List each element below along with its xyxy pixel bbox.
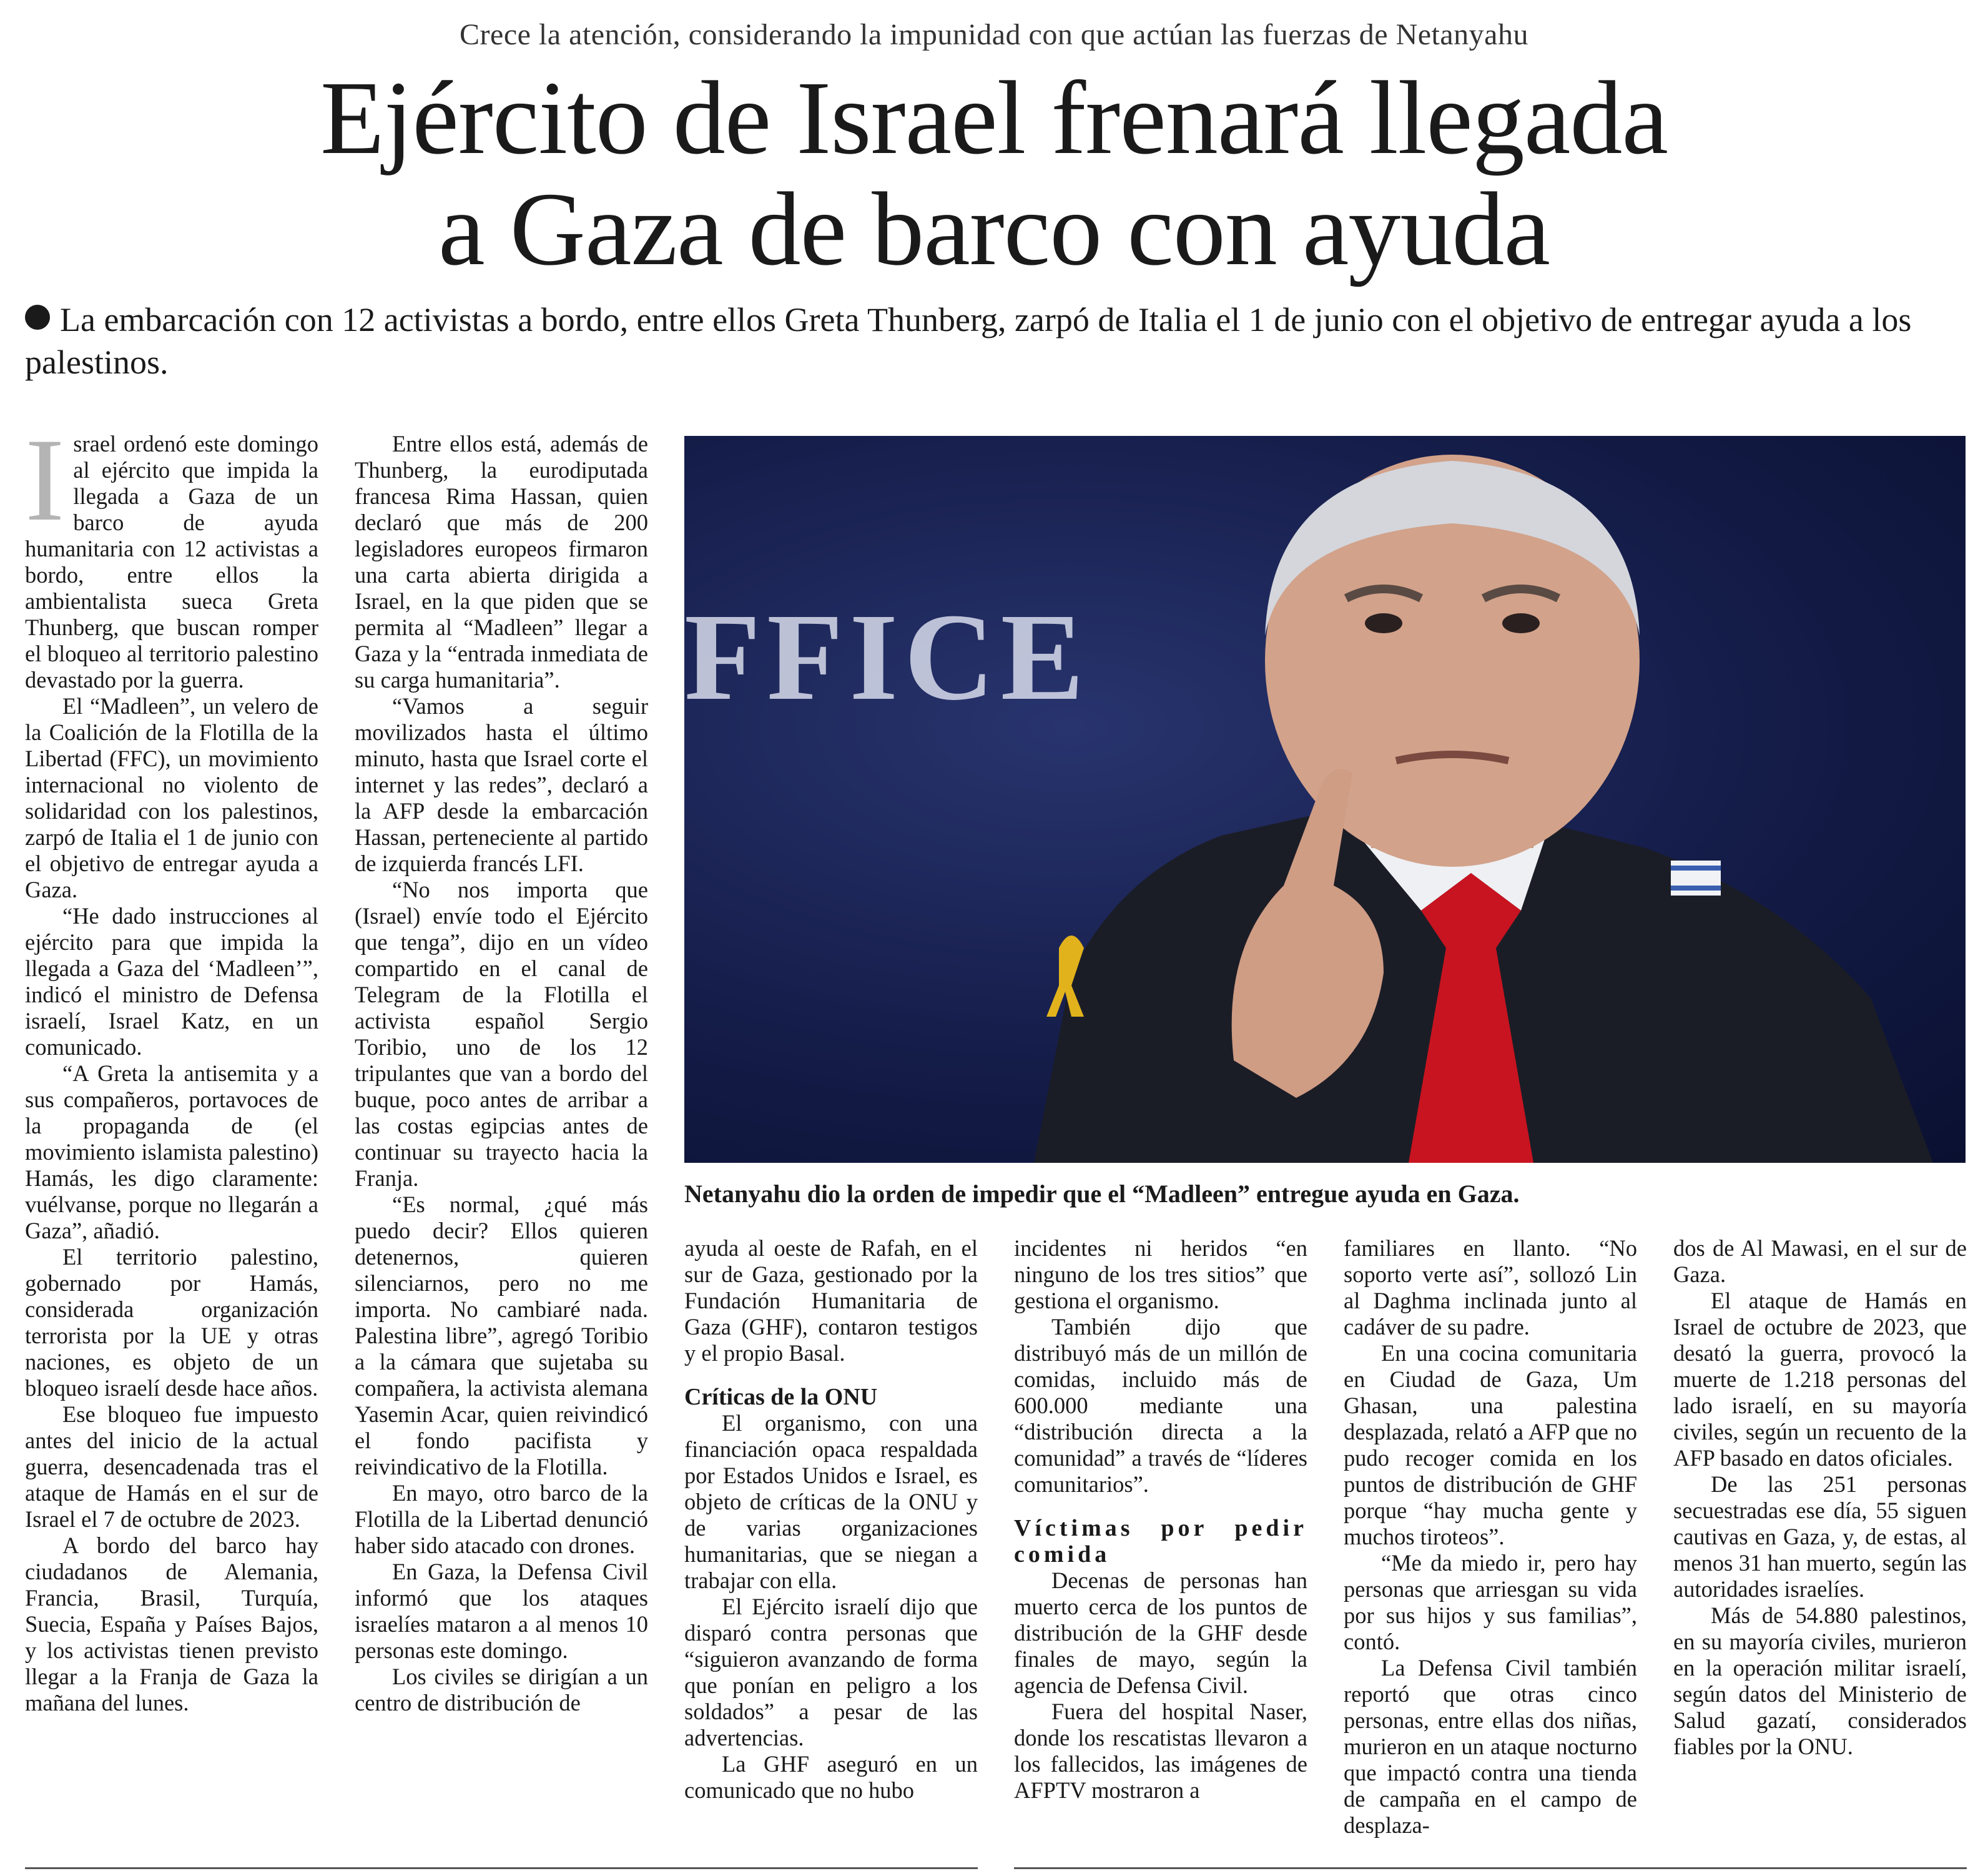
headline-line-1: Ejército de Israel frenará llegada	[320, 60, 1668, 176]
article-column-2	[355, 431, 648, 1716]
article-paragraph: “He dado instrucciones al ejército para que impida la llegada a Gaza del ‘Madleen’”, indicó el ministro de Defensa israelí, Israel Katz, en un comunicado.	[25, 903, 318, 1060]
article-paragraph: familiares en llanto. “No soporto verte así”, sollozó Lin al Daghma inclinada junto al cadáver de su padre.	[1344, 1235, 1637, 1340]
article-paragraph: El ataque de Hamás en Israel de octubre de 2023, que desató la guerra, provocó la muerte de 1.218 personas del lado israelí, en su mayoría civiles, según un recuento de la AFP basado en datos oficiales.	[1673, 1288, 1967, 1471]
photo-caption: Netanyahu dio la orden de impedir que el “Madleen” entregue ayuda en Gaza.	[684, 1180, 1520, 1208]
article-paragraph: A bordo del barco hay ciudadanos de Alemania, Francia, Brasil, Turquía, Suecia, España y Países Bajos, y los activistas tienen previsto llegar a la Franja de Gaza la mañana del lunes.	[25, 1533, 318, 1716]
article-paragraph: “Es normal, ¿qué más puedo decir? Ellos quieren detenernos, quieren silenciarnos, pero no me importa. No cambiaré nada. Palestina libre”, agregó Toribio a la cámara que sujetaba su compañera, la activista alemana Yasemin Acar, quien reivindicó el fondo pacifista y reivindicativo de la Flotilla.	[355, 1192, 648, 1479]
bottom-rule-left	[25, 1867, 978, 1869]
article-paragraph: Más de 54.880 palestinos, en su mayoría civiles, murieron en la operación militar israelí, según datos del Ministerio de Salud gazatí, considerados fiables por la ONU.	[1673, 1602, 1967, 1759]
article-column-3	[684, 1235, 978, 1804]
article-paragraph: En mayo, otro barco de la Flotilla de la Libertad denunció haber sido atacado con drones.	[355, 1480, 648, 1558]
article-column-4	[1014, 1235, 1307, 1804]
article-paragraph: En una cocina comunitaria en Ciudad de Gaza, Um Ghasan, una palestina desplazada, relató a AFP que no pudo recoger comida en los puntos de distribución de GHF porque “hay mucha gente y muchos tiroteos”.	[1344, 1340, 1637, 1549]
article-paragraph: Ese bloqueo fue impuesto antes del inicio de la actual guerra, desencadenada tras el ataque de Hamás en el sur de Israel el 7 de octubre de 2023.	[25, 1401, 318, 1532]
article-paragraph: Entre ellos está, además de Thunberg, la eurodiputada francesa Rima Hassan, quien declaró que más de 200 legisladores europeos firmaron una carta abierta dirigida a Israel, en la que piden que se permita al “Madleen” llegar a Gaza y la “entrada inmediata de su carga humanitaria”.	[355, 431, 648, 693]
article-column-1	[25, 415, 318, 1716]
article-paragraph: También dijo que distribuyó más de un millón de comidas, incluido más de 600.000 mediante una “distribución directa a la comunidad” a través de “líderes comunitarios”.	[1014, 1314, 1307, 1497]
bullet-icon	[25, 305, 50, 330]
article-paragraph: ayuda al oeste de Rafah, en el sur de Gaza, gestionado por la Fundación Humanitaria de Gaza (GHF), contaron testigos y el propio Basal.	[684, 1235, 978, 1366]
portrait-illustration	[684, 436, 1966, 1163]
photo-background-sign: FFICE	[684, 588, 1090, 726]
kicker: Crece la atención, considerando la impunidad con que actúan las fuerzas de Netanyahu	[460, 18, 1528, 51]
article-paragraph: Decenas de personas han muerto cerca de los puntos de distribución de la GHF desde finales de mayo, según la agencia de Defensa Civil.	[1014, 1567, 1307, 1698]
dropcap: I	[25, 415, 65, 546]
article-paragraph: incidentes ni heridos “en ninguno de los tres sitios” que gestiona el organismo.	[1014, 1235, 1307, 1313]
article-paragraph: Fuera del hospital Naser, donde los rescatistas llevaron a los fallecidos, las imágenes de AFPTV mostraron a	[1014, 1699, 1307, 1803]
article-paragraph: “Vamos a seguir movilizados hasta el último minuto, hasta que Israel corte el internet y las redes”, declaró a la AFP desde la embarcación Hassan, perteneciente al partido de izquierda francés LFI.	[355, 693, 648, 876]
article-paragraph: La GHF aseguró en un comunicado que no hubo	[684, 1751, 978, 1803]
netanyahu-photo	[684, 436, 1966, 1163]
article-paragraph: “Me da miedo ir, pero hay personas que arriesgan su vida por sus hijos y sus familias”, contó.	[1344, 1550, 1637, 1654]
article-paragraph: dos de Al Mawasi, en el sur de Gaza.	[1673, 1235, 1967, 1287]
subheading: Víctimas por pedir comida	[1014, 1515, 1307, 1567]
headline-line-2: a Gaza de barco con ayuda	[438, 171, 1550, 287]
article-paragraph: El Ejército israelí dijo que disparó contra personas que “siguieron avanzando de forma que ponían en peligro a los soldados” a pesar de las advertencias.	[684, 1594, 978, 1750]
article-paragraph	[25, 415, 318, 693]
article-column-6	[1673, 1235, 1967, 1760]
article-paragraph: En Gaza, la Defensa Civil informó que los ataques israelíes mataron a al menos 10 personas este domingo.	[355, 1559, 648, 1663]
deck-text: La embarcación con 12 activistas a bordo, entre ellos Greta Thunberg, zarpó de Italia el 1 de junio con el objetivo de entregar ayuda a los palestinos.	[25, 301, 1912, 381]
article-column-5	[1344, 1235, 1637, 1839]
article-paragraph: “A Greta la antisemita y a sus compañeros, portavoces de la propaganda de (el movimiento islamista palestino) Hamás, les digo claramente: vuélvanse, porque no llegarán a Gaza”, añadió.	[25, 1060, 318, 1243]
paragraph-text: srael ordenó este domingo al ejército que impida la llegada a Gaza de un barco de ayuda humanitaria con 12 activistas a bordo, entre ellos la ambientalista sueca Greta Thunberg, que buscan romper el bloqueo al territorio palestino devastado por la guerra.	[25, 431, 318, 693]
article-paragraph: El “Madleen”, un velero de la Coalición de la Flotilla de la Libertad (FFC), un movimiento internacional no violento de solidaridad con los palestinos, zarpó de Italia el 1 de junio con el objetivo de entregar ayuda a Gaza.	[25, 693, 318, 902]
bottom-rule-right	[1014, 1867, 1967, 1869]
article-paragraph: De las 251 personas secuestradas ese día, 55 siguen cautivas en Gaza, y, de estas, al menos 31 han muerto, según las autoridades israelíes.	[1673, 1471, 1967, 1602]
subheading: Críticas de la ONU	[684, 1384, 878, 1410]
article-paragraph: El organismo, con una financiación opaca respaldada por Estados Unidos e Israel, es objeto de críticas de la ONU y de varias organizaciones humanitarias, que se niegan a trabajar con ella.	[684, 1410, 978, 1593]
article-paragraph: “No nos importa que (Israel) envíe todo el Ejército que tenga”, dijo en un vídeo compartido en el canal de Telegram de la Flotilla el activista español Sergio Toribio, uno de los 12 tripulantes que van a bordo del buque, poco antes de arribar a las costas egipcias antes de continuar su trayecto hacia la Franja.	[355, 877, 648, 1191]
deck	[25, 299, 1961, 383]
headline	[0, 62, 1988, 285]
article-paragraph: La Defensa Civil también reportó que otras cinco personas, entre ellas dos niñas, murieron en un ataque nocturno que impactó contra una tienda de campaña en el campo de desplaza-	[1344, 1655, 1637, 1838]
article-paragraph: El territorio palestino, gobernado por Hamás, considerada organización terrorista por la UE y otras naciones, es objeto de un bloqueo israelí desde hace años.	[25, 1244, 318, 1401]
article-paragraph: Los civiles se dirigían a un centro de distribución de	[355, 1664, 648, 1716]
